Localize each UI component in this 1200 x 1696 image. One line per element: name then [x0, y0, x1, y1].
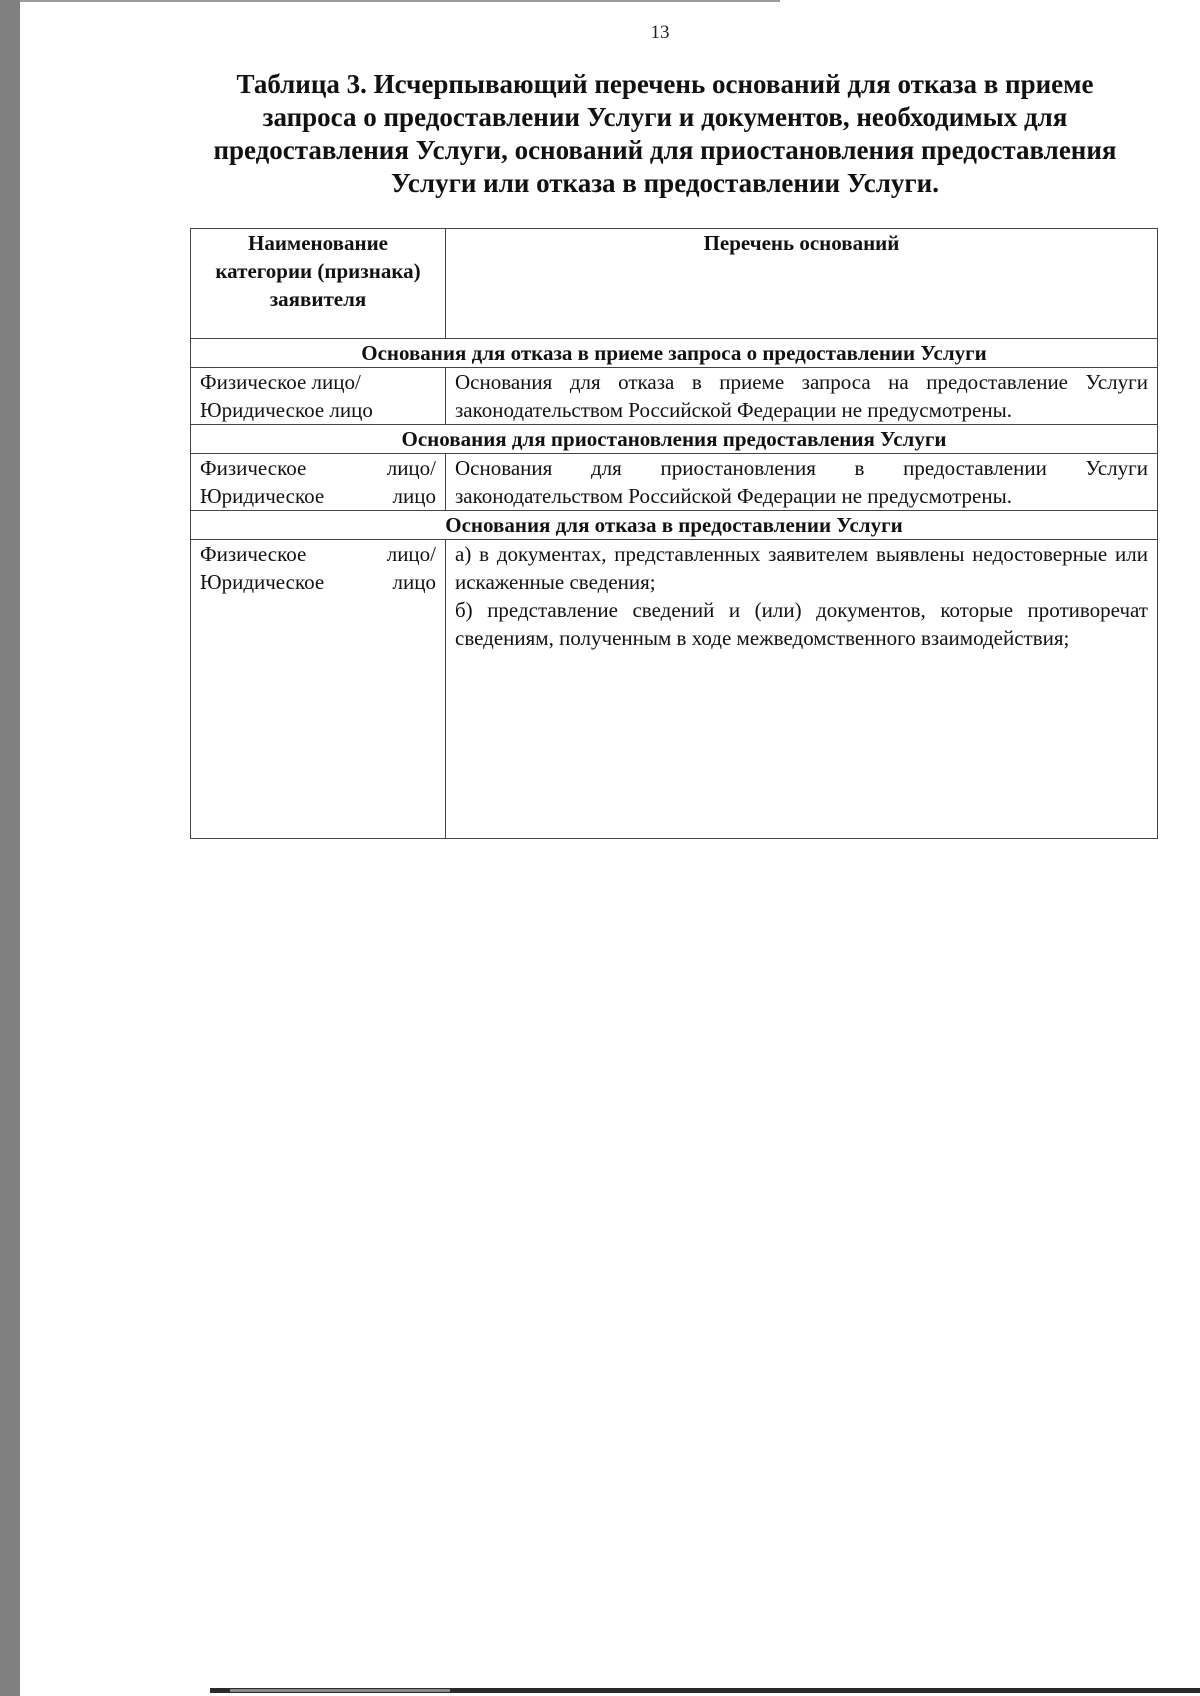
grounds-cell: [446, 368, 1158, 425]
grounds-item: Основания для отказа в приеме запроса на предоставление Услуги законодательством Российской Федерации не предусмотрены.: [455, 370, 1148, 422]
header-category: Наименование категории (признака) заявителя: [191, 229, 446, 339]
section-title: Основания для отказа в приеме запроса о предоставлении Услуги: [191, 339, 1158, 368]
category-cell: Физическое лицо/Юридическое лицо: [191, 368, 446, 425]
category-cell: Физическое лицо/ Юридическое лицо: [191, 540, 446, 839]
scan-edge-top: [20, 0, 780, 2]
section-title: Основания для приостановления предоставления Услуги: [191, 425, 1158, 454]
page-number: 13: [650, 22, 670, 43]
document-page: [20, 0, 1200, 1696]
table-row: [191, 540, 1158, 839]
header-grounds: Перечень оснований: [446, 229, 1158, 339]
category-cell: Физическое лицо/ Юридическое лицо: [191, 454, 446, 511]
grounds-table: [190, 228, 1158, 839]
table-row: [191, 454, 1158, 511]
grounds-item: б) представление сведений и (или) документов, которые противоречат сведениям, полученным в ходе межведомственного взаимодействия;: [455, 598, 1148, 650]
scan-edge-bottom-light: [230, 1689, 450, 1692]
section-row: [191, 425, 1158, 454]
grounds-item: Основания для приостановления в предоставлении Услуги законодательством Российской Федерации не предусмотрены.: [455, 456, 1148, 508]
grounds-cell: [446, 540, 1158, 839]
section-row: [191, 511, 1158, 540]
grounds-cell: [446, 454, 1158, 511]
table-row: [191, 368, 1158, 425]
grounds-item: а) в документах, представленных заявителем выявлены недостоверные или искаженные сведения;: [455, 542, 1148, 594]
section-title: Основания для отказа в предоставлении Услуги: [191, 511, 1158, 540]
table-title: Таблица 3. Исчерпывающий перечень оснований для отказа в приеме запроса о предоставлении Услуги и документов, необходимых для предоставления Услуги, оснований для приостановления предоставления Услуги или отказа в предоставлении Услуги.: [213, 69, 1117, 198]
table-header-row: [191, 229, 1158, 339]
section-row: [191, 339, 1158, 368]
